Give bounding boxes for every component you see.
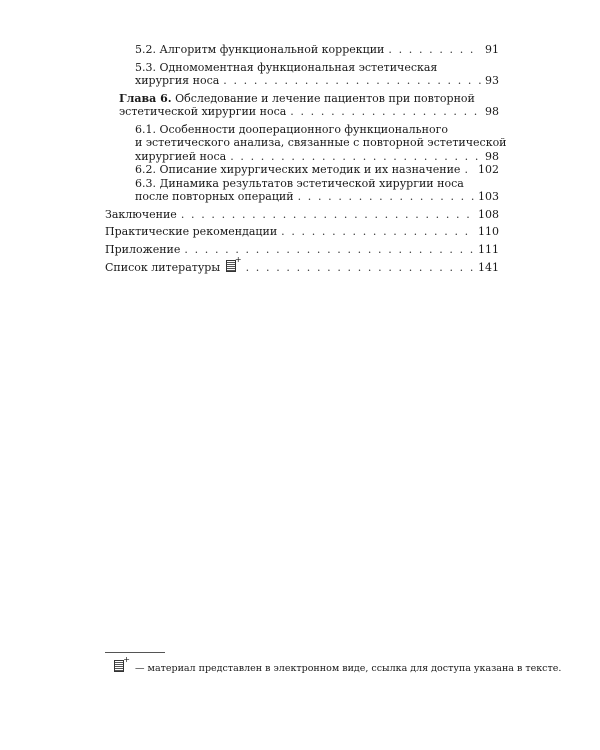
- toc-entry-title: Практические рекомендации: [105, 225, 278, 238]
- toc-entry-5-2[interactable]: [105, 43, 499, 57]
- toc-page-number: 111: [478, 242, 499, 256]
- dot-leader: [290, 105, 481, 119]
- table-of-contents: [105, 43, 507, 279]
- chapter-label: Глава 6.: [119, 91, 172, 105]
- toc-page-number: 103: [478, 190, 499, 203]
- toc-entry-title: Список литературы: [105, 261, 221, 274]
- dot-leader: [246, 261, 474, 275]
- dot-leader: [181, 208, 474, 222]
- toc-entry-title: Заключение: [105, 207, 177, 221]
- toc-page-number: 91: [485, 43, 499, 56]
- toc-page-number: 110: [478, 225, 499, 238]
- dot-leader: [298, 190, 474, 204]
- toc-page-number: 93: [485, 74, 499, 87]
- toc-entry-title-cont: и эстетического анализа, связанные с повторной эстетической: [135, 136, 507, 149]
- toc-page-number: 108: [478, 207, 499, 221]
- toc-entry-6-3[interactable]: [105, 177, 499, 204]
- electronic-material-icon: [226, 260, 236, 272]
- footnote: [114, 660, 561, 674]
- toc-entry-6-2[interactable]: [105, 163, 499, 177]
- toc-page-number: 98: [485, 105, 499, 118]
- toc-entry-conclusion[interactable]: [105, 208, 499, 222]
- dot-leader: [223, 74, 481, 88]
- dot-leader: [184, 243, 474, 257]
- toc-entry-title: 5.3. Одномоментная функциональная эстетическая: [135, 60, 438, 74]
- dot-leader: [464, 163, 474, 177]
- footnote-text: — материал представлен в электронном виде, ссылка для доступа указана в тексте.: [135, 663, 562, 674]
- toc-entry-title-cont: эстетической хирургии носа: [119, 105, 287, 118]
- toc-page-number: 141: [478, 261, 499, 274]
- toc-entry-title-cont: хирургией носа: [135, 149, 227, 163]
- toc-entry-6-1[interactable]: [105, 122, 507, 164]
- dot-leader: [230, 150, 481, 164]
- toc-entry-title: Приложение: [105, 242, 181, 256]
- toc-page-number: 102: [478, 163, 499, 176]
- toc-entry-title-cont: хирургия носа: [135, 74, 220, 87]
- toc-entry-5-3[interactable]: [105, 61, 499, 88]
- dot-leader: [388, 43, 481, 57]
- footnote-separator: [105, 652, 165, 653]
- toc-page-number: 98: [485, 149, 499, 163]
- toc-entry-title: 5.2. Алгоритм функциональной коррекции: [135, 43, 385, 56]
- toc-entry-title: Обследование и лечение пациентов при повторной: [175, 91, 475, 105]
- toc-entry-title: 6.3. Динамика результатов эстетической хирургии носа: [135, 176, 464, 190]
- dot-leader: [281, 225, 474, 239]
- toc-entry-title: 6.2. Описание хирургических методик и их назначение: [135, 163, 461, 176]
- toc-entry-title-cont: после повторных операций: [135, 190, 294, 203]
- toc-entry-references[interactable]: [105, 260, 499, 275]
- electronic-material-icon: [114, 660, 124, 672]
- toc-entry-appendix[interactable]: [105, 243, 499, 257]
- toc-entry-recommendations[interactable]: [105, 225, 499, 239]
- toc-entry-chapter-6[interactable]: [105, 92, 499, 119]
- toc-entry-title: 6.1. Особенности дооперационного функционального: [135, 122, 448, 136]
